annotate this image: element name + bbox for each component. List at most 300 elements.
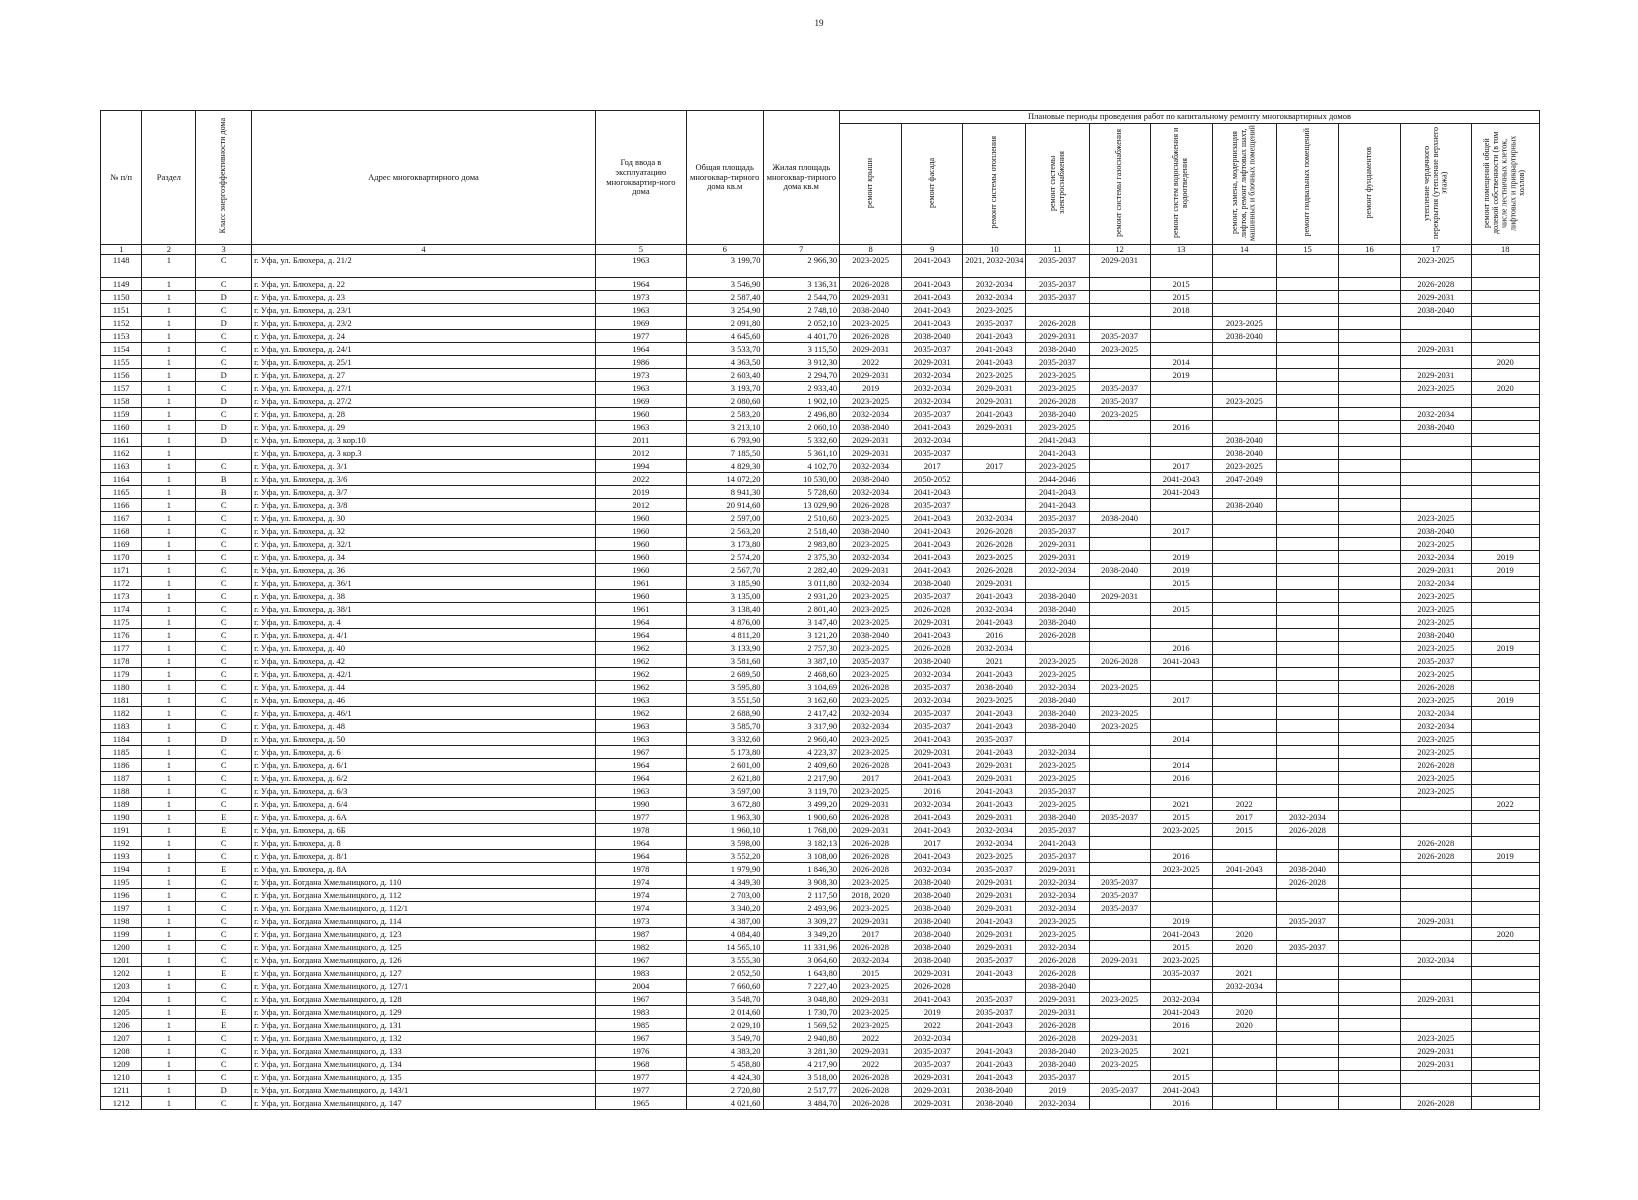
cell-year: 1960: [595, 408, 686, 421]
cell-living-area: 2 294,70: [763, 369, 840, 382]
cell-basement: 2035-2037: [1276, 941, 1338, 954]
cell-attic: [1401, 902, 1471, 915]
cell-common-premises: 2020: [1471, 928, 1540, 941]
cell-gas: 2038-2040: [1089, 512, 1150, 525]
cell-roof: 2023-2025: [840, 668, 902, 681]
cell-living-area: 2 966,30: [763, 255, 840, 278]
cell-gas: 2038-2040: [1089, 564, 1150, 577]
cell-total-area: 2 080,60: [686, 395, 763, 408]
cell-water: 2041-2043: [1150, 928, 1212, 941]
cell-address: г. Уфа, ул. Богдана Хмельницкого, д. 128: [252, 993, 596, 1006]
cell-heating: 2041-2043: [963, 1058, 1026, 1071]
cell-attic: [1401, 317, 1471, 330]
cell-basement: [1276, 720, 1338, 733]
header-work-heating: ремонт системы отопления: [963, 124, 1026, 245]
cell-energy-class: C: [196, 1058, 252, 1071]
cell-electricity: 2029-2031: [1026, 330, 1089, 343]
cell-heating: 2023-2025: [963, 694, 1026, 707]
cell-foundation: [1339, 369, 1401, 382]
cell-heating: 2038-2040: [963, 1097, 1026, 1110]
cell-year: 1969: [595, 395, 686, 408]
cell-living-area: 10 530,00: [763, 473, 840, 486]
cell-foundation: [1339, 395, 1401, 408]
cell-foundation: [1339, 525, 1401, 538]
cell-common-premises: [1471, 538, 1540, 551]
cell-section: 1: [142, 798, 196, 811]
table-row: [101, 954, 1540, 967]
cell-address: г. Уфа, ул. Блюхера, д. 23/1: [252, 304, 596, 317]
cell-heating: 2038-2040: [963, 1084, 1026, 1097]
cell-water: [1150, 837, 1212, 850]
cell-energy-class: C: [196, 668, 252, 681]
cell-electricity: 2029-2031: [1026, 538, 1089, 551]
cell-common-premises: [1471, 876, 1540, 889]
cell-attic: 2029-2031: [1401, 1045, 1471, 1058]
header-energy-class: Класс энергоэффективности дома: [196, 111, 252, 245]
cell-electricity: 2023-2025: [1026, 772, 1089, 785]
cell-gas: [1089, 317, 1150, 330]
cell-basement: [1276, 1019, 1338, 1032]
cell-living-area: 3 349,20: [763, 928, 840, 941]
cell-electricity: 2023-2025: [1026, 928, 1089, 941]
cell-gas: [1089, 1097, 1150, 1110]
cell-roof: 2032-2034: [840, 954, 902, 967]
cell-total-area: 1 963,30: [686, 811, 763, 824]
table-row: [101, 255, 1540, 278]
cell-electricity: 2035-2037: [1026, 1071, 1089, 1084]
cell-living-area: 3 484,70: [763, 1097, 840, 1110]
cell-facade: 2041-2043: [902, 564, 963, 577]
cell-basement: [1276, 746, 1338, 759]
cell-electricity: 2035-2037: [1026, 278, 1089, 291]
table-row: [101, 525, 1540, 538]
cell-roof: 2026-2028: [840, 863, 902, 876]
cell-address: г. Уфа, ул. Богдана Хмельницкого, д. 127/1: [252, 980, 596, 993]
cell-address: г. Уфа, ул. Блюхера, д. 23: [252, 291, 596, 304]
table-row: [101, 1084, 1540, 1097]
cell-gas: [1089, 291, 1150, 304]
cell-basement: [1276, 447, 1338, 460]
cell-foundation: [1339, 356, 1401, 369]
cell-total-area: 3 193,70: [686, 382, 763, 395]
cell-basement: [1276, 954, 1338, 967]
cell-heating: 2016: [963, 629, 1026, 642]
cell-heating: [963, 447, 1026, 460]
cell-heating: 2029-2031: [963, 759, 1026, 772]
header-address: Адрес многоквартирного дома: [252, 111, 596, 245]
cell-heating: 2021, 2032-2034: [963, 255, 1026, 278]
table-row: [101, 876, 1540, 889]
cell-total-area: 7 185,50: [686, 447, 763, 460]
cell-number: 1187: [101, 772, 142, 785]
cell-foundation: [1339, 330, 1401, 343]
cell-gas: [1089, 525, 1150, 538]
cell-heating: 2029-2031: [963, 395, 1026, 408]
cell-basement: [1276, 1045, 1338, 1058]
cell-address: г. Уфа, ул. Блюхера, д. 30: [252, 512, 596, 525]
cell-basement: [1276, 408, 1338, 421]
cell-year: 1977: [595, 811, 686, 824]
cell-section: 1: [142, 486, 196, 499]
cell-electricity: 2035-2037: [1026, 291, 1089, 304]
cell-water: 2021: [1150, 1045, 1212, 1058]
cell-gas: [1089, 759, 1150, 772]
cell-year: 1963: [595, 733, 686, 746]
cell-facade: 2041-2043: [902, 512, 963, 525]
cell-foundation: [1339, 681, 1401, 694]
cell-basement: [1276, 707, 1338, 720]
cell-basement: [1276, 486, 1338, 499]
cell-roof: 2026-2028: [840, 278, 902, 291]
cell-year: 1964: [595, 343, 686, 356]
cell-energy-class: C: [196, 525, 252, 538]
cell-year: 1963: [595, 421, 686, 434]
cell-foundation: [1339, 759, 1401, 772]
cell-year: 1967: [595, 954, 686, 967]
cell-foundation: [1339, 447, 1401, 460]
cell-heating: 2032-2034: [963, 603, 1026, 616]
cell-electricity: [1026, 733, 1089, 746]
cell-facade: 2026-2028: [902, 980, 963, 993]
table-row: [101, 824, 1540, 837]
cell-electricity: 2023-2025: [1026, 421, 1089, 434]
column-number: 2: [142, 245, 196, 255]
cell-roof: 2029-2031: [840, 915, 902, 928]
cell-address: г. Уфа, ул. Блюхера, д. 6Б: [252, 824, 596, 837]
cell-roof: 2023-2025: [840, 603, 902, 616]
cell-basement: [1276, 798, 1338, 811]
cell-roof: 2026-2028: [840, 941, 902, 954]
cell-total-area: 8 941,30: [686, 486, 763, 499]
cell-gas: [1089, 746, 1150, 759]
cell-foundation: [1339, 967, 1401, 980]
cell-energy-class: D: [196, 733, 252, 746]
cell-electricity: 2035-2037: [1026, 785, 1089, 798]
cell-facade: 2026-2028: [902, 603, 963, 616]
cell-facade: 2041-2043: [902, 291, 963, 304]
cell-address: г. Уфа, ул. Блюхера, д. 8А: [252, 863, 596, 876]
cell-year: 1963: [595, 694, 686, 707]
cell-energy-class: D: [196, 317, 252, 330]
cell-living-area: 4 401,70: [763, 330, 840, 343]
cell-address: г. Уфа, ул. Богдана Хмельницкого, д. 112: [252, 889, 596, 902]
cell-year: 1964: [595, 772, 686, 785]
cell-number: 1212: [101, 1097, 142, 1110]
cell-section: 1: [142, 772, 196, 785]
cell-address: г. Уфа, ул. Блюхера, д. 24/1: [252, 343, 596, 356]
cell-electricity: 2038-2040: [1026, 590, 1089, 603]
cell-water: 2016: [1150, 421, 1212, 434]
cell-section: 1: [142, 577, 196, 590]
cell-section: 1: [142, 980, 196, 993]
table-row: [101, 382, 1540, 395]
cell-heating: [963, 434, 1026, 447]
cell-address: г. Уфа, ул. Блюхера, д. 36/1: [252, 577, 596, 590]
cell-common-premises: [1471, 616, 1540, 629]
cell-address: г. Уфа, ул. Блюхера, д. 38: [252, 590, 596, 603]
cell-roof: 2023-2025: [840, 902, 902, 915]
cell-year: 1978: [595, 863, 686, 876]
cell-roof: 2032-2034: [840, 486, 902, 499]
cell-address: г. Уфа, ул. Блюхера, д. 3/1: [252, 460, 596, 473]
table-row: [101, 850, 1540, 863]
cell-total-area: 3 555,30: [686, 954, 763, 967]
cell-heating: 2035-2037: [963, 993, 1026, 1006]
cell-electricity: 2032-2034: [1026, 902, 1089, 915]
cell-number: 1164: [101, 473, 142, 486]
table-row: [101, 863, 1540, 876]
cell-gas: [1089, 499, 1150, 512]
cell-facade: 2038-2040: [902, 941, 963, 954]
cell-energy-class: C: [196, 499, 252, 512]
cell-year: 1960: [595, 564, 686, 577]
cell-water: 2016: [1150, 850, 1212, 863]
cell-year: 1977: [595, 330, 686, 343]
cell-roof: 2029-2031: [840, 369, 902, 382]
cell-common-premises: [1471, 603, 1540, 616]
cell-attic: [1401, 811, 1471, 824]
cell-foundation: [1339, 1019, 1401, 1032]
cell-foundation: [1339, 694, 1401, 707]
cell-electricity: 2023-2025: [1026, 460, 1089, 473]
cell-common-premises: [1471, 772, 1540, 785]
cell-common-premises: [1471, 785, 1540, 798]
cell-water: [1150, 382, 1212, 395]
cell-heating: 2041-2043: [963, 356, 1026, 369]
cell-heating: 2029-2031: [963, 772, 1026, 785]
cell-year: 1965: [595, 1097, 686, 1110]
cell-total-area: 14 072,20: [686, 473, 763, 486]
cell-electricity: 2038-2040: [1026, 720, 1089, 733]
cell-basement: [1276, 668, 1338, 681]
cell-electricity: 2032-2034: [1026, 746, 1089, 759]
cell-electricity: 2023-2025: [1026, 382, 1089, 395]
cell-elevators: 2021: [1212, 967, 1276, 980]
cell-foundation: [1339, 1097, 1401, 1110]
cell-water: 2016: [1150, 772, 1212, 785]
cell-roof: 2038-2040: [840, 525, 902, 538]
cell-facade: 2041-2043: [902, 538, 963, 551]
cell-gas: [1089, 798, 1150, 811]
cell-elevators: [1212, 590, 1276, 603]
cell-living-area: 3 908,30: [763, 876, 840, 889]
cell-total-area: 3 672,80: [686, 798, 763, 811]
cell-total-area: 3 173,80: [686, 538, 763, 551]
cell-basement: [1276, 473, 1338, 486]
cell-energy-class: E: [196, 863, 252, 876]
cell-foundation: [1339, 811, 1401, 824]
cell-basement: 2035-2037: [1276, 915, 1338, 928]
header-work-water: ремонт систем водоснабжения и водоотведения: [1150, 124, 1212, 245]
cell-facade: 2022: [902, 1019, 963, 1032]
cell-roof: 2026-2028: [840, 499, 902, 512]
cell-gas: [1089, 577, 1150, 590]
cell-roof: 2026-2028: [840, 1084, 902, 1097]
cell-address: г. Уфа, ул. Блюхера, д. 6/2: [252, 772, 596, 785]
cell-water: 2015: [1150, 278, 1212, 291]
cell-roof: 2023-2025: [840, 512, 902, 525]
cell-energy-class: C: [196, 876, 252, 889]
cell-year: 1977: [595, 1071, 686, 1084]
cell-gas: [1089, 629, 1150, 642]
cell-electricity: 2038-2040: [1026, 811, 1089, 824]
cell-elevators: 2020: [1212, 941, 1276, 954]
cell-heating: 2041-2043: [963, 720, 1026, 733]
cell-number: 1204: [101, 993, 142, 1006]
cell-total-area: 3 548,70: [686, 993, 763, 1006]
cell-gas: 2023-2025: [1089, 1058, 1150, 1071]
cell-heating: 2026-2028: [963, 564, 1026, 577]
table-row: [101, 343, 1540, 356]
table-row: [101, 902, 1540, 915]
cell-foundation: [1339, 980, 1401, 993]
cell-common-premises: 2019: [1471, 694, 1540, 707]
cell-common-premises: [1471, 941, 1540, 954]
cell-water: 2032-2034: [1150, 993, 1212, 1006]
cell-number: 1181: [101, 694, 142, 707]
cell-number: 1149: [101, 278, 142, 291]
table-row: [101, 733, 1540, 746]
cell-elevators: [1212, 255, 1276, 278]
cell-facade: 2032-2034: [902, 668, 963, 681]
cell-elevators: [1212, 538, 1276, 551]
cell-living-area: 2 757,30: [763, 642, 840, 655]
cell-attic: [1401, 395, 1471, 408]
cell-living-area: 2 518,40: [763, 525, 840, 538]
cell-water: 2035-2037: [1150, 967, 1212, 980]
cell-total-area: 20 914,60: [686, 499, 763, 512]
cell-total-area: 3 598,00: [686, 837, 763, 850]
cell-number: 1206: [101, 1019, 142, 1032]
cell-electricity: 2029-2031: [1026, 1006, 1089, 1019]
table-row: [101, 746, 1540, 759]
cell-energy-class: C: [196, 980, 252, 993]
cell-attic: 2026-2028: [1401, 759, 1471, 772]
cell-year: 1964: [595, 837, 686, 850]
cell-electricity: 2019: [1026, 1084, 1089, 1097]
cell-electricity: 2023-2025: [1026, 915, 1089, 928]
table-row: [101, 512, 1540, 525]
cell-number: 1179: [101, 668, 142, 681]
cell-year: 1963: [595, 255, 686, 278]
cell-living-area: 3 119,70: [763, 785, 840, 798]
cell-facade: 2041-2043: [902, 993, 963, 1006]
cell-roof: 2038-2040: [840, 304, 902, 317]
column-number: 15: [1276, 245, 1338, 255]
cell-elevators: [1212, 1084, 1276, 1097]
cell-address: г. Уфа, ул. Богдана Хмельницкого, д. 132: [252, 1032, 596, 1045]
cell-gas: [1089, 369, 1150, 382]
cell-total-area: 3 133,90: [686, 642, 763, 655]
cell-section: 1: [142, 1058, 196, 1071]
cell-number: 1209: [101, 1058, 142, 1071]
table-row: [101, 655, 1540, 668]
cell-common-premises: [1471, 837, 1540, 850]
cell-living-area: 2 931,20: [763, 590, 840, 603]
cell-common-premises: [1471, 889, 1540, 902]
cell-heating: 2023-2025: [963, 850, 1026, 863]
cell-roof: 2026-2028: [840, 1097, 902, 1110]
cell-address: г. Уфа, ул. Блюхера, д. 46: [252, 694, 596, 707]
cell-foundation: [1339, 317, 1401, 330]
cell-living-area: 3 048,80: [763, 993, 840, 1006]
cell-year: 1963: [595, 304, 686, 317]
cell-address: г. Уфа, ул. Блюхера, д. 4/1: [252, 629, 596, 642]
cell-roof: 2029-2031: [840, 824, 902, 837]
cell-number: 1210: [101, 1071, 142, 1084]
cell-common-premises: 2019: [1471, 564, 1540, 577]
cell-total-area: 2 703,00: [686, 889, 763, 902]
cell-foundation: [1339, 473, 1401, 486]
cell-gas: [1089, 941, 1150, 954]
cell-facade: 2032-2034: [902, 798, 963, 811]
cell-attic: 2029-2031: [1401, 343, 1471, 356]
cell-year: 1983: [595, 967, 686, 980]
cell-water: [1150, 720, 1212, 733]
cell-attic: [1401, 928, 1471, 941]
cell-facade: 2035-2037: [902, 1045, 963, 1058]
cell-total-area: 2 587,40: [686, 291, 763, 304]
cell-section: 1: [142, 993, 196, 1006]
cell-facade: 2029-2031: [902, 746, 963, 759]
cell-total-area: 3 581,60: [686, 655, 763, 668]
cell-elevators: 2023-2025: [1212, 395, 1276, 408]
cell-common-premises: [1471, 1058, 1540, 1071]
cell-common-premises: [1471, 1006, 1540, 1019]
cell-heating: [963, 473, 1026, 486]
cell-heating: 2021: [963, 655, 1026, 668]
cell-energy-class: C: [196, 382, 252, 395]
table-row: [101, 785, 1540, 798]
cell-gas: [1089, 915, 1150, 928]
cell-address: г. Уфа, ул. Блюхера, д. 32/1: [252, 538, 596, 551]
cell-elevators: [1212, 733, 1276, 746]
cell-basement: [1276, 733, 1338, 746]
cell-attic: 2023-2025: [1401, 642, 1471, 655]
cell-common-premises: [1471, 707, 1540, 720]
column-number: 13: [1150, 245, 1212, 255]
cell-facade: 2041-2043: [902, 759, 963, 772]
column-number: 18: [1471, 245, 1540, 255]
cell-water: [1150, 707, 1212, 720]
cell-living-area: 2 544,70: [763, 291, 840, 304]
cell-address: г. Уфа, ул. Блюхера, д. 29: [252, 421, 596, 434]
cell-energy-class: C: [196, 928, 252, 941]
cell-attic: [1401, 798, 1471, 811]
cell-heating: 2032-2034: [963, 824, 1026, 837]
cell-number: 1182: [101, 707, 142, 720]
cell-basement: [1276, 551, 1338, 564]
cell-common-premises: [1471, 317, 1540, 330]
cell-number: 1153: [101, 330, 142, 343]
cell-basement: [1276, 330, 1338, 343]
cell-heating: [963, 486, 1026, 499]
cell-section: 1: [142, 642, 196, 655]
cell-attic: 2023-2025: [1401, 512, 1471, 525]
cell-address: г. Уфа, ул. Блюхера, д. 36: [252, 564, 596, 577]
cell-electricity: 2032-2034: [1026, 889, 1089, 902]
cell-living-area: 3 309,27: [763, 915, 840, 928]
cell-living-area: 3 064,60: [763, 954, 840, 967]
table-row: [101, 447, 1540, 460]
cell-heating: 2041-2043: [963, 746, 1026, 759]
cell-living-area: 3 518,00: [763, 1071, 840, 1084]
cell-basement: [1276, 395, 1338, 408]
cell-total-area: 3 213,10: [686, 421, 763, 434]
table-body: [101, 255, 1540, 1110]
cell-electricity: 2041-2043: [1026, 434, 1089, 447]
cell-facade: 2041-2043: [902, 772, 963, 785]
